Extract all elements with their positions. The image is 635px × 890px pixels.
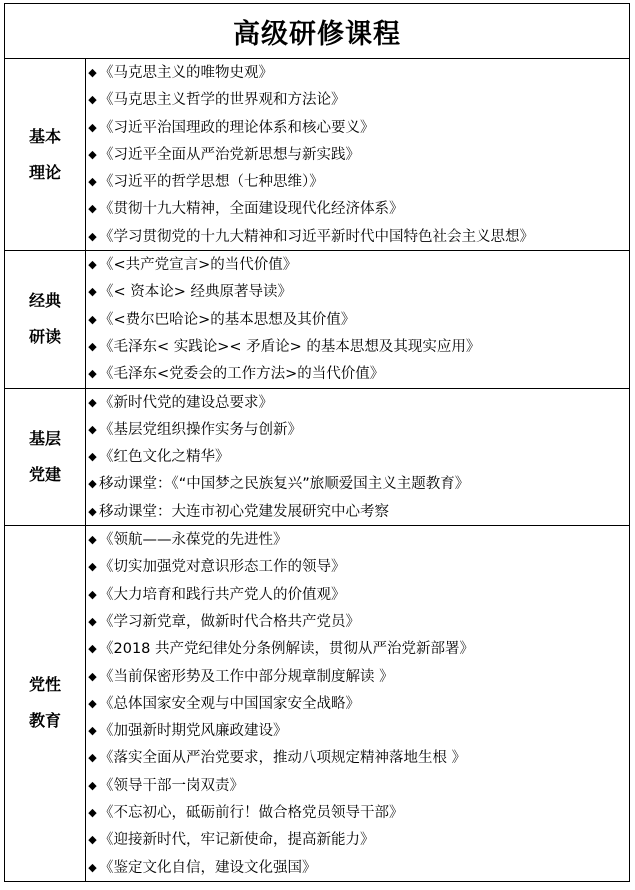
category-line: 经典	[28, 291, 61, 311]
course-item	[86, 306, 629, 333]
diamond-bullet-icon: ◆	[88, 806, 97, 820]
course-item	[86, 416, 629, 443]
diamond-bullet-icon: ◆	[88, 724, 97, 738]
course-item	[86, 772, 629, 799]
course-item-text: 《新时代党的建设总要求》	[99, 394, 273, 411]
category-line: 研读	[28, 327, 61, 347]
course-list	[86, 251, 629, 387]
section-row	[5, 388, 630, 525]
course-item-text: 移动课堂：大连市初心党建发展研究中心考察	[99, 503, 389, 520]
category-line: 党性	[28, 675, 61, 695]
diamond-bullet-icon: ◆	[88, 504, 97, 518]
course-item-text: 《加强新时期党风廉政建设》	[99, 723, 288, 740]
category-label	[5, 251, 86, 388]
category-label	[5, 526, 86, 882]
course-item	[86, 223, 629, 250]
course-item	[86, 635, 629, 662]
category-line: 基本	[28, 126, 61, 146]
course-item	[86, 333, 629, 360]
category-line: 党建	[28, 464, 61, 484]
section-row	[5, 526, 630, 882]
diamond-bullet-icon: ◆	[88, 367, 97, 381]
course-item	[86, 498, 629, 525]
course-item-text: 《习近平全面从严治党新思想与新实践》	[99, 146, 360, 163]
course-item-text: 《当前保密形势及工作中部分规章制度解读 》	[99, 668, 394, 685]
course-item-text: 《毛泽东<党委会的工作方法>的当代价值》	[99, 366, 385, 383]
title-row	[5, 4, 630, 59]
diamond-bullet-icon: ◆	[88, 229, 97, 243]
course-item	[86, 826, 629, 853]
course-item	[86, 553, 629, 580]
course-item-text: 《<费尔巴哈论>的基本思想及其价值》	[99, 311, 356, 328]
course-item-text: 《贯彻十九大精神，全面建设现代化经济体系》	[99, 201, 404, 218]
diamond-bullet-icon: ◆	[88, 202, 97, 216]
diamond-bullet-icon: ◆	[88, 339, 97, 353]
course-item-text: 《领航——永葆党的先进性》	[99, 532, 288, 549]
diamond-bullet-icon: ◆	[88, 477, 97, 491]
course-item	[86, 278, 629, 305]
diamond-bullet-icon: ◆	[88, 175, 97, 189]
course-list-cell	[86, 59, 630, 251]
diamond-bullet-icon: ◆	[88, 312, 97, 326]
course-item-text: 《不忘初心，砥砺前行！做合格党员领导干部》	[99, 805, 404, 822]
course-item	[86, 663, 629, 690]
course-item	[86, 195, 629, 222]
course-item-text: 《大力培育和践行共产党人的价值观》	[99, 586, 346, 603]
diamond-bullet-icon: ◆	[88, 120, 97, 134]
diamond-bullet-icon: ◆	[88, 285, 97, 299]
diamond-bullet-icon: ◆	[88, 860, 97, 874]
diamond-bullet-icon: ◆	[88, 833, 97, 847]
diamond-bullet-icon: ◆	[88, 669, 97, 683]
course-item	[86, 251, 629, 278]
course-table	[4, 3, 630, 882]
course-item	[86, 168, 629, 195]
course-item-text: 《习近平治国理政的理论体系和核心要义》	[99, 119, 375, 136]
category-label	[5, 388, 86, 525]
course-item-text: 《学习新党章，做新时代合格共产党员》	[99, 613, 360, 630]
course-list-cell	[86, 526, 630, 882]
course-item-text: 《< 资本论> 经典原著导读》	[99, 284, 293, 301]
course-item-text: 《总体国家安全观与中国国家安全战略》	[99, 695, 360, 712]
course-item-text: 《学习贯彻党的十九大精神和习近平新时代中国特色社会主义思想》	[99, 228, 534, 245]
diamond-bullet-icon: ◆	[88, 587, 97, 601]
diamond-bullet-icon: ◆	[88, 614, 97, 628]
course-item	[86, 59, 629, 86]
course-item-text: 移动课堂：《“中国梦之民族复兴”旅顺爱国主义主题教育》	[99, 476, 470, 493]
course-item-text: 《鉴定文化自信，建设文化强国》	[99, 859, 317, 876]
course-item-text: 《领导干部一岗双责》	[99, 777, 244, 794]
category-line: 基层	[28, 428, 61, 448]
section-row	[5, 251, 630, 388]
course-item	[86, 470, 629, 497]
diamond-bullet-icon: ◆	[88, 642, 97, 656]
course-item-text: 《红色文化之精华》	[99, 449, 230, 466]
course-item	[86, 608, 629, 635]
course-item	[86, 717, 629, 744]
course-item-text: 《切实加强党对意识形态工作的领导》	[99, 559, 346, 576]
course-item-text: 《落实全面从严治党要求，推动八项规定精神落地生根 》	[99, 750, 467, 767]
course-item-text: 《习近平的哲学思想（七种思维）》	[99, 174, 324, 191]
course-item	[86, 443, 629, 470]
course-list-cell	[86, 251, 630, 388]
course-item	[86, 799, 629, 826]
course-item-text: 《基层党组织操作实务与创新》	[99, 421, 302, 438]
diamond-bullet-icon: ◆	[88, 66, 97, 79]
course-item	[86, 690, 629, 717]
diamond-bullet-icon: ◆	[88, 533, 97, 547]
category-line: 教育	[28, 711, 61, 731]
diamond-bullet-icon: ◆	[88, 778, 97, 792]
diamond-bullet-icon: ◆	[88, 450, 97, 464]
course-item	[86, 581, 629, 608]
course-list-cell	[86, 388, 630, 525]
category-label	[5, 59, 86, 251]
course-item	[86, 744, 629, 771]
course-item-text: 《毛泽东< 实践论>< 矛盾论> 的基本思想及其现实应用》	[99, 338, 481, 355]
course-item	[86, 389, 629, 416]
diamond-bullet-icon: ◆	[88, 560, 97, 574]
course-list	[86, 526, 629, 881]
diamond-bullet-icon: ◆	[88, 395, 97, 409]
diamond-bullet-icon: ◆	[88, 93, 97, 107]
course-item	[86, 360, 629, 387]
category-line: 理论	[28, 162, 61, 182]
diamond-bullet-icon: ◆	[88, 147, 97, 161]
diamond-bullet-icon: ◆	[88, 696, 97, 710]
course-item	[86, 86, 629, 113]
diamond-bullet-icon: ◆	[88, 258, 97, 272]
course-item	[86, 141, 629, 168]
course-item	[86, 526, 629, 553]
course-item-text: 《迎接新时代，牢记新使命，提高新能力》	[99, 832, 375, 849]
course-list	[86, 59, 629, 250]
course-item	[86, 854, 629, 881]
diamond-bullet-icon: ◆	[88, 422, 97, 436]
course-item-text: 《马克思主义的唯物史观》	[99, 65, 273, 81]
diamond-bullet-icon: ◆	[88, 751, 97, 765]
course-item-text: 《2018 共产党纪律处分条例解读，贯彻从严治党新部署》	[99, 641, 475, 658]
course-item-text: 《马克思主义哲学的世界观和方法论》	[99, 92, 346, 109]
page-title: 高级研修课程	[5, 4, 630, 59]
section-row	[5, 59, 630, 251]
course-item	[86, 114, 629, 141]
course-item-text: 《<共产党宣言>的当代价值》	[99, 257, 298, 274]
course-list	[86, 389, 629, 525]
